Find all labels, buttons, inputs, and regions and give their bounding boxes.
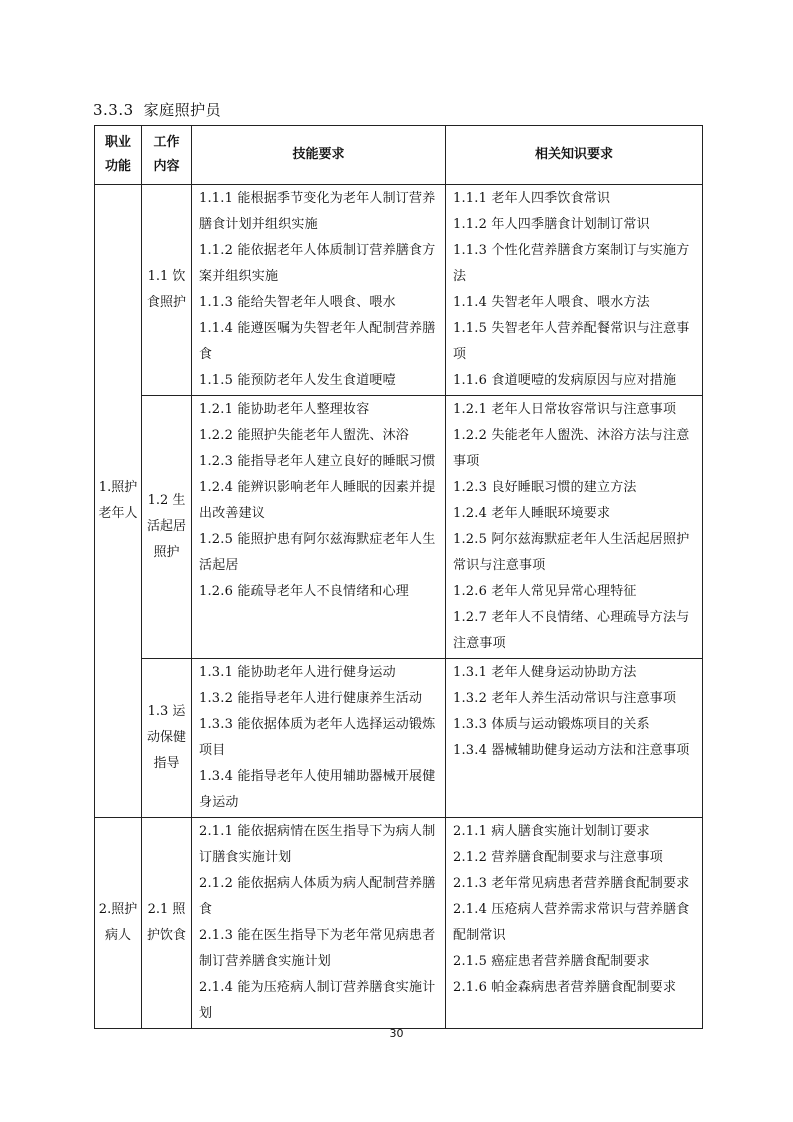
skill-item: 1.2.6 能疏导老年人不良情绪和心理 [199, 584, 410, 599]
skill-item: 1.1.4 能遵医嘱为失智老年人配制营养膳食 [199, 321, 436, 362]
skills-table [94, 125, 703, 1029]
skill-item: 2.1.1 能依据病情在医生指导下为病人制订膳食实施计划 [199, 824, 436, 865]
knowledge-item: 1.2.7 老年人不良情绪、心理疏导方法与注意事项 [453, 610, 690, 651]
knowledge-item: 1.2.1 老年人日常妆容常识与注意事项 [453, 402, 677, 417]
knowledge-item: 1.1.3 个性化营养膳食方案制订与实施方法 [453, 243, 690, 284]
skill-item: 2.1.3 能在医生指导下为老年常见病患者制订营养膳食实施计划 [199, 928, 436, 969]
content-cell: 1.3 运动保健指导 [142, 659, 192, 818]
function-cell: 2.照护病人 [95, 818, 142, 1029]
skills-cell [192, 818, 446, 1029]
knowledge-cell [446, 818, 703, 1029]
knowledge-item: 1.1.1 老年人四季饮食常识 [453, 191, 611, 206]
skill-item: 1.2.3 能指导老年人建立良好的睡眠习惯 [199, 454, 436, 469]
knowledge-item: 1.1.6 食道哽噎的发病原因与应对措施 [453, 373, 677, 388]
knowledge-item: 2.1.3 老年常见病患者营养膳食配制要求 [453, 876, 690, 891]
skill-item: 2.1.2 能依据病人体质为病人配制营养膳食 [199, 876, 436, 917]
skill-item: 1.2.1 能协助老年人整理妆容 [199, 402, 370, 417]
skill-item: 1.2.2 能照护失能老年人盥洗、沐浴 [199, 428, 410, 443]
knowledge-item: 1.3.1 老年人健身运动协助方法 [453, 665, 637, 680]
knowledge-item: 2.1.1 病人膳食实施计划制订要求 [453, 824, 650, 839]
table-row [95, 396, 703, 659]
page-number: 30 [389, 1027, 404, 1040]
knowledge-item: 1.2.4 老年人睡眠环境要求 [453, 506, 611, 521]
knowledge-item: 1.2.3 良好睡眠习惯的建立方法 [453, 480, 637, 495]
table-row [95, 659, 703, 818]
table-row [95, 185, 703, 396]
knowledge-item: 1.2.5 阿尔兹海默症老年人生活起居照护常识与注意事项 [453, 532, 690, 573]
knowledge-item: 2.1.2 营养膳食配制要求与注意事项 [453, 850, 664, 865]
skill-item: 1.2.4 能辨识影响老年人睡眠的因素并提出改善建议 [199, 480, 436, 521]
header-content: 工作内容 [142, 126, 192, 185]
skill-item: 1.1.5 能预防老年人发生食道哽噎 [199, 373, 396, 388]
skill-item: 1.3.1 能协助老年人进行健身运动 [199, 665, 396, 680]
skill-item: 2.1.4 能为压疮病人制订营养膳食实施计划 [199, 980, 436, 1021]
skill-item: 1.3.2 能指导老年人进行健康养生活动 [199, 691, 423, 706]
knowledge-item: 1.2.2 失能老年人盥洗、沐浴方法与注意事项 [453, 428, 690, 469]
skill-item: 1.2.5 能照护患有阿尔兹海默症老年人生活起居 [199, 532, 436, 573]
header-function: 职业功能 [95, 126, 142, 185]
knowledge-item: 2.1.5 癌症患者营养膳食配制要求 [453, 954, 650, 969]
content-cell: 2.1 照护饮食 [142, 818, 192, 1029]
knowledge-item: 1.1.2 年人四季膳食计划制订常识 [453, 217, 650, 232]
skills-cell [192, 659, 446, 818]
knowledge-cell [446, 396, 703, 659]
content-cell: 1.2 生活起居照护 [142, 396, 192, 659]
knowledge-cell [446, 659, 703, 818]
section-title-text: 家庭照护员 [143, 101, 222, 119]
knowledge-item: 1.3.4 器械辅助健身运动方法和注意事项 [453, 743, 690, 758]
knowledge-item: 2.1.6 帕金森病患者营养膳食配制要求 [453, 980, 677, 995]
header-skills: 技能要求 [192, 126, 446, 185]
knowledge-item: 2.1.4 压疮病人营养需求常识与营养膳食配制常识 [453, 902, 690, 943]
content-cell: 1.1 饮食照护 [142, 185, 192, 396]
knowledge-item: 1.2.6 老年人常见异常心理特征 [453, 584, 637, 599]
function-cell: 1.照护老年人 [95, 185, 142, 818]
section-number: 3.3.3 [93, 101, 134, 119]
skills-cell [192, 185, 446, 396]
knowledge-item: 1.3.2 老年人养生活动常识与注意事项 [453, 691, 677, 706]
knowledge-item: 1.1.4 失智老年人喂食、喂水方法 [453, 295, 650, 310]
skill-item: 1.1.2 能依据老年人体质制订营养膳食方案并组织实施 [199, 243, 436, 284]
skill-item: 1.3.3 能依据体质为老年人选择运动锻炼项目 [199, 717, 436, 758]
skill-item: 1.1.1 能根据季节变化为老年人制订营养膳食计划并组织实施 [199, 191, 436, 232]
knowledge-item: 1.1.5 失智老年人营养配餐常识与注意事项 [453, 321, 690, 362]
skills-cell [192, 396, 446, 659]
knowledge-item: 1.3.3 体质与运动锻炼项目的关系 [453, 717, 650, 732]
header-knowledge: 相关知识要求 [446, 126, 703, 185]
table-header-row [95, 126, 703, 185]
skill-item: 1.3.4 能指导老年人使用辅助器械开展健身运动 [199, 769, 436, 810]
table-row [95, 818, 703, 1029]
section-title [93, 99, 221, 120]
knowledge-cell [446, 185, 703, 396]
skill-item: 1.1.3 能给失智老年人喂食、喂水 [199, 295, 396, 310]
